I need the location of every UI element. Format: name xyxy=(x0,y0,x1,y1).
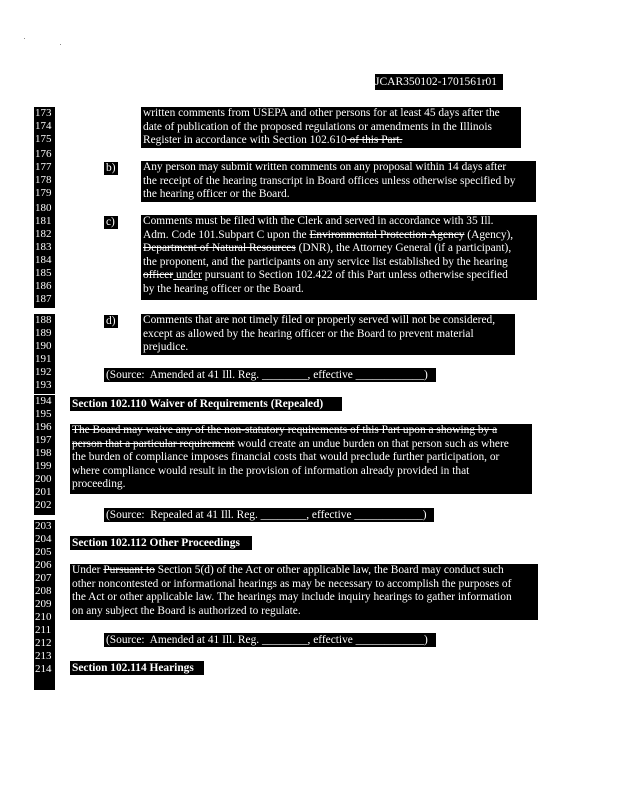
line-number: 194 195 196 197 198 199 200 201 202 xyxy=(34,395,55,515)
subsection-marker-c: c) xyxy=(104,216,118,229)
section-102-110-body: The Board may waive any of the non-statutory requirements of this Part upon a showing by a person that a particular requirement would create an undue burden on that person such as where the burden of compliance imposes financial costs that would preclude further participation, or where compliance would result in the provision of information already provided in that proceeding. xyxy=(70,424,532,494)
scan-speck xyxy=(24,38,25,39)
source-note-repealed: (Source: Repealed at 41 Ill. Reg. ________, effective ____________) xyxy=(104,508,434,522)
line-number: 173 174 175 xyxy=(34,107,55,148)
line-number: 176 xyxy=(34,148,55,161)
subsection-d-text: Comments that are not timely filed or properly served will not be considered, except as allowed by the hearing officer or the Board to prevent material prejudice. xyxy=(141,314,515,355)
line-number: 177 178 179 xyxy=(34,161,55,202)
document-code-header: JCAR350102-1701561r01 xyxy=(375,74,503,90)
line-number: 203 204 205 206 207 208 209 210 211 212 213 214 xyxy=(34,520,55,690)
scan-speck xyxy=(60,44,61,45)
section-102-112-body: Under Pursuant to Section 5(d) of the Act or other applicable law, the Board may conduct such other noncontested or informational hearings as may be necessary to accomplish the purposes of the Act or other applicable law. The hearings may include inquiry hearings to gather information on any subject the Board is authorized to regulate. xyxy=(70,564,538,620)
subsection-c-text: Comments must be filed with the Clerk and served in accordance with 35 Ill. Adm. Code 101.Subpart C upon the Environmental Protection Agency (Agency), Department of Natural Resources (DNR), the Attorney General (if a participant), the proponent, and the participants on any service list established by the hearing officer under pursuant to Section 102.422 of this Part unless otherwise specified by the hearing officer or the Board. xyxy=(141,215,537,300)
section-heading-102-112: Section 102.112 Other Proceedings xyxy=(70,536,252,550)
subsection-b-text: Any person may submit written comments on any proposal within 14 days after the receipt of the hearing transcript in Board offices unless otherwise specified by the hearing officer or the Board. xyxy=(141,161,536,202)
subsection-marker-b: b) xyxy=(104,162,118,175)
line-number: 188 189 190 191 192 193 xyxy=(34,314,55,394)
source-note-amended: (Source: Amended at 41 Ill. Reg. ________, effective ____________) xyxy=(104,368,436,382)
paragraph-continuation: written comments from USEPA and other persons for at least 45 days after the date of publication of the proposed regulations or amendments in the Illinois Register in accordance with Section 102.610 of this Part. xyxy=(141,107,521,148)
line-number: 181 182 183 184 185 186 187 xyxy=(34,215,55,308)
line-number: 180 xyxy=(34,202,55,215)
subsection-marker-d: d) xyxy=(104,315,118,328)
section-heading-102-114: Section 102.114 Hearings xyxy=(70,661,204,675)
section-heading-102-110: Section 102.110 Waiver of Requirements (Repealed) xyxy=(70,397,342,411)
source-note-amended-2: (Source: Amended at 41 Ill. Reg. ________, effective ____________) xyxy=(104,633,436,647)
